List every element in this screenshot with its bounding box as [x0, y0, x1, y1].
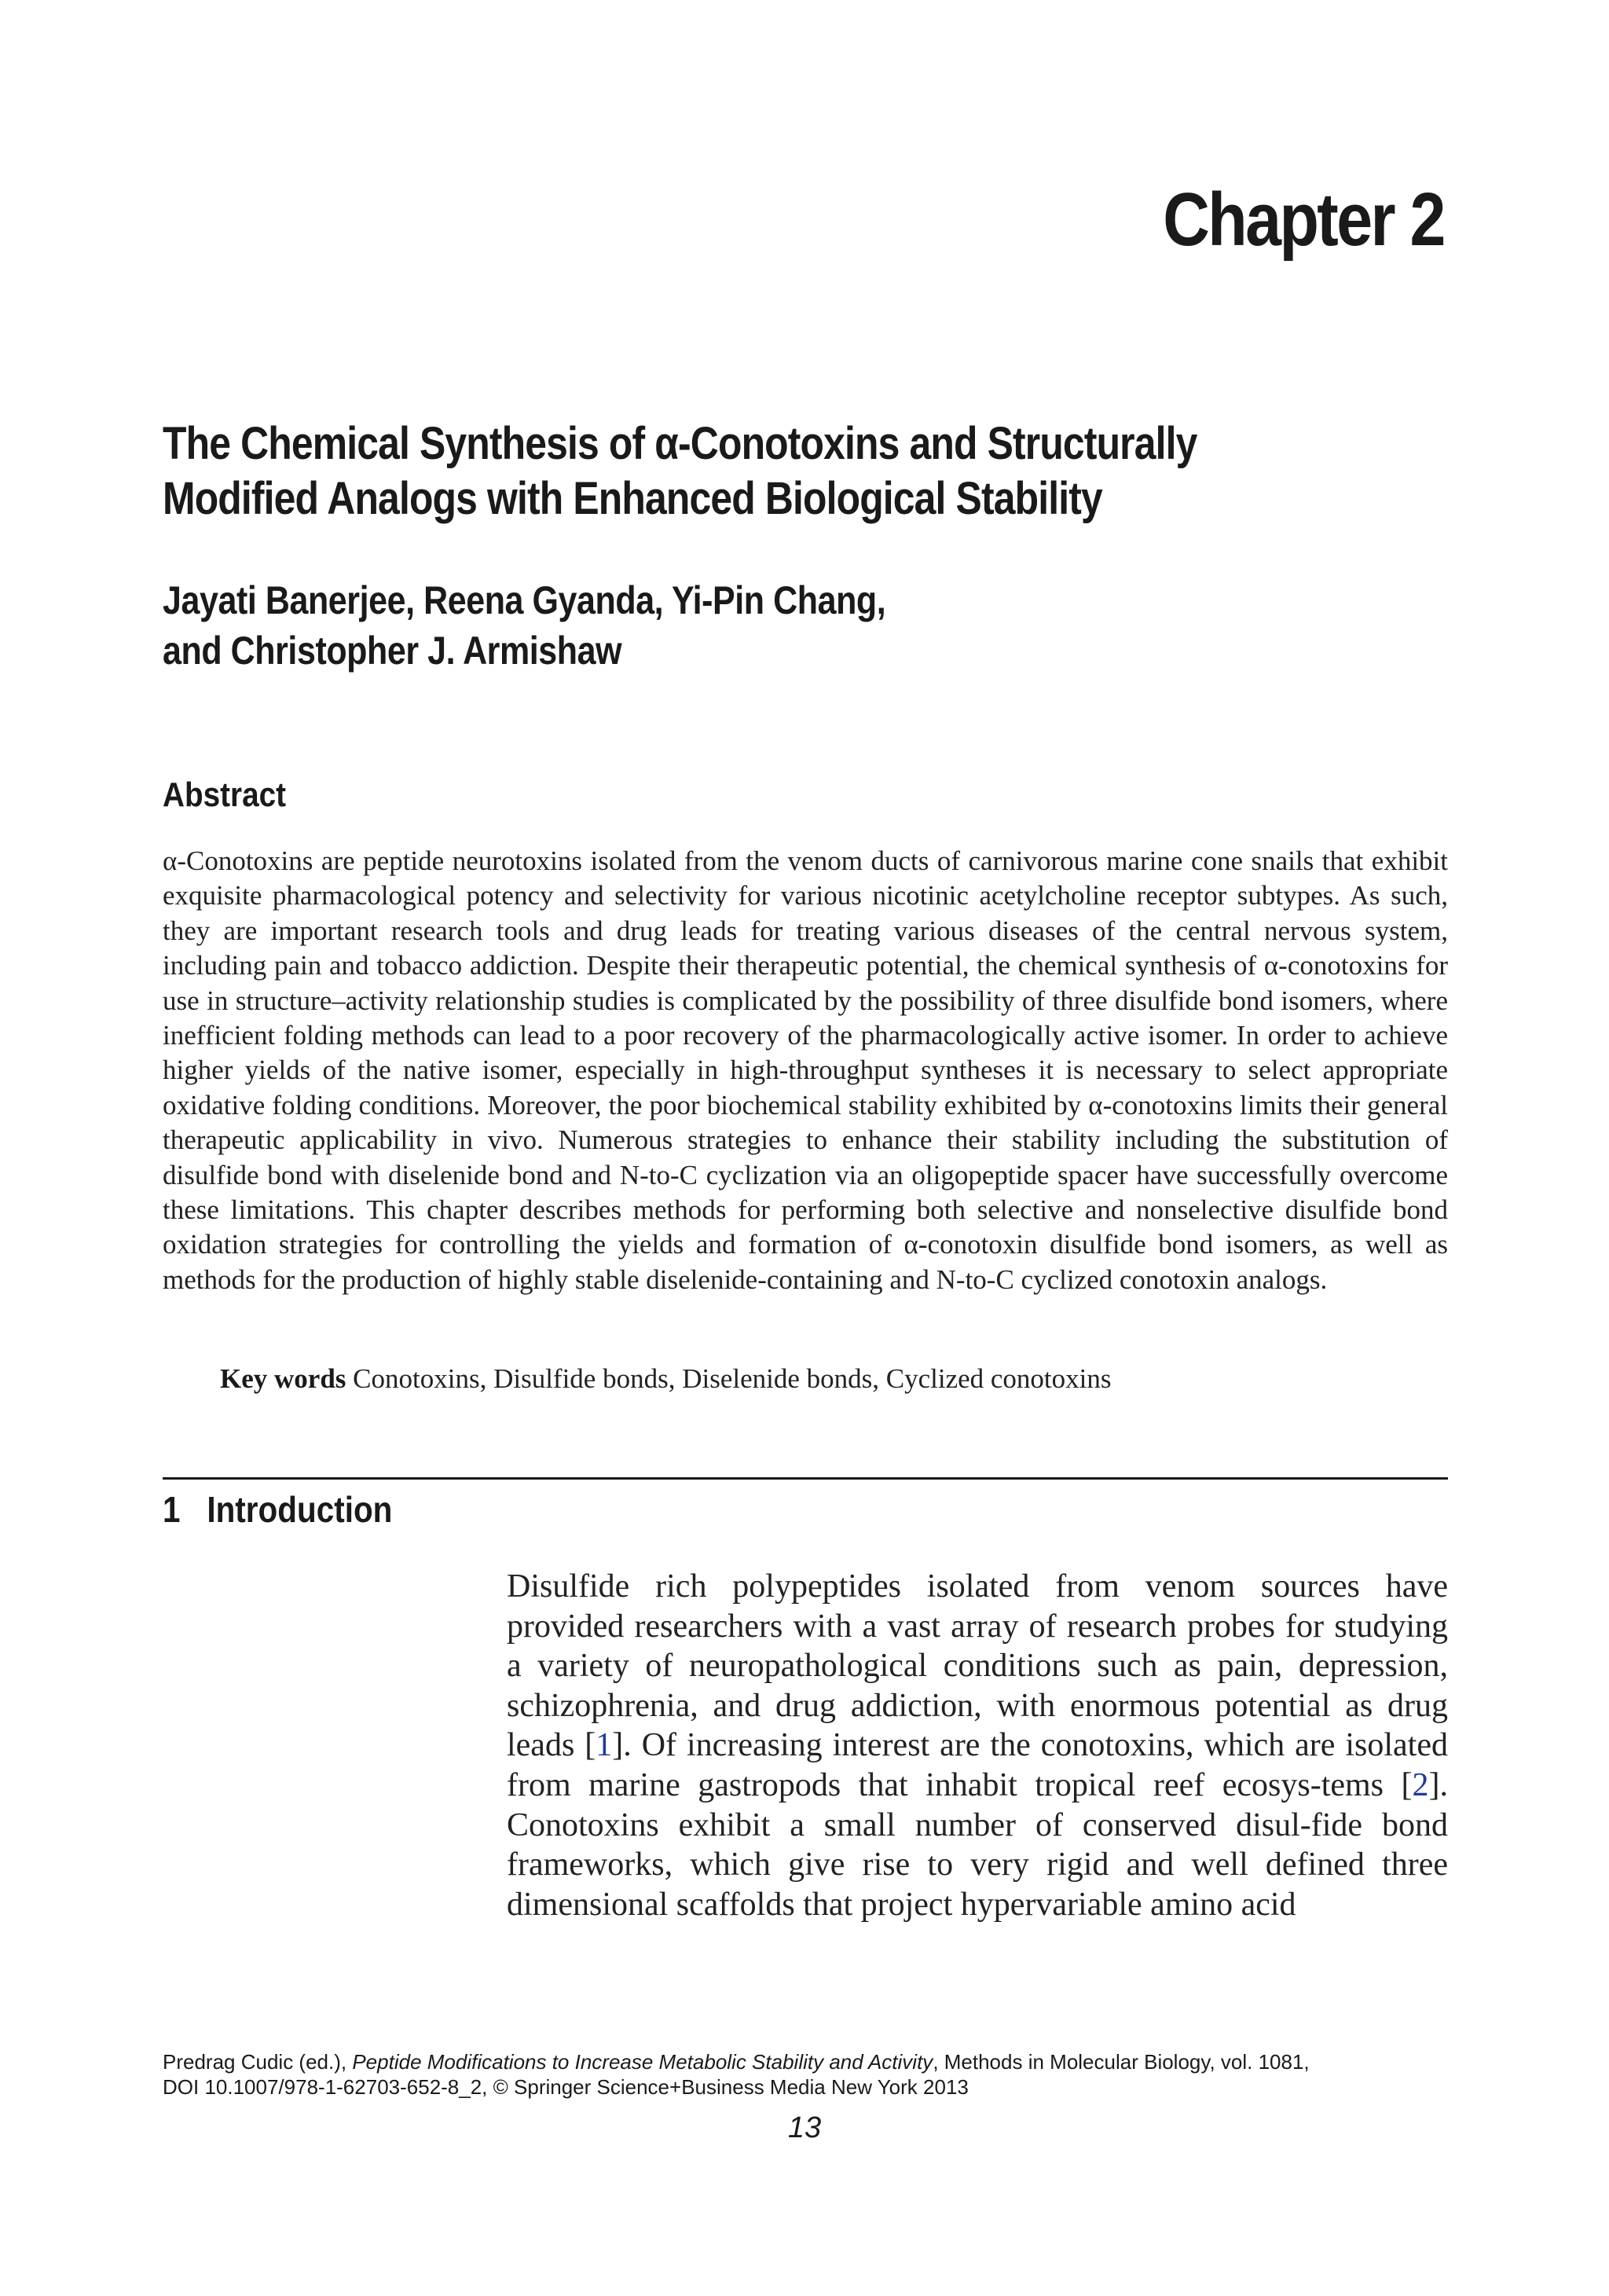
author-list — [163, 575, 1109, 676]
keywords-text: Conotoxins, Disulfide bonds, Diselenide bonds, Cyclized conotoxins — [353, 1363, 1112, 1394]
section-divider — [163, 1477, 1448, 1480]
chapter-title-line-1: The Chemical Synthesis of α-Conotoxins and Structurally — [163, 418, 1197, 469]
section-title: Introduction — [207, 1489, 393, 1530]
chapter-label: Chapter 2 — [1163, 178, 1444, 262]
footer-citation-line-1 — [163, 2049, 1467, 2074]
reference-link-2[interactable]: 2 — [1412, 1766, 1429, 1803]
intro-text-part-1: Disulfide rich polypeptides isolated from venom sources have provided researchers with a vast array of research probes for studying a variety of neuropathological conditions such as pain, depression, schizophrenia, and drug addiction, with enormous potential as drug leads [ — [507, 1568, 1448, 1764]
footer-editor: Predrag Cudic (ed.), — [163, 2050, 347, 2074]
abstract-heading: Abstract — [163, 776, 287, 814]
author-line-1: Jayati Banerjee, Reena Gyanda, Yi-Pin Chang, — [163, 578, 886, 622]
footer-citation — [163, 2049, 1467, 2100]
keywords-label: Key words — [220, 1363, 346, 1394]
footer-book-title: Peptide Modifications to Increase Metabolic Stability and Activity — [352, 2050, 933, 2074]
introduction-paragraph — [507, 1567, 1448, 1924]
footer-doi: DOI 10.1007/978-1-62703-652-8_2, © Springer Science+Business Media New York 2013 — [163, 2075, 969, 2099]
intro-text-part-3: ]. Conotoxins exhibit a small number of conserved disul-fide bond frameworks, which give rise to very rigid and well defined three dimensional scaffolds that project hypervariable amino acid — [507, 1766, 1448, 1923]
footer-series: , Methods in Molecular Biology, vol. 1081, — [933, 2050, 1310, 2074]
intro-text-part-2: ]. Of increasing interest are the conotoxins, which are isolated from marine gastropods that inhabit tropical reef ecosys-tems [ — [507, 1727, 1448, 1803]
keywords — [220, 1362, 1112, 1396]
chapter-title-line-2: Modified Analogs with Enhanced Biological Stability — [163, 473, 1102, 524]
chapter-title — [163, 416, 1379, 526]
page-number: 13 — [787, 2111, 822, 2144]
section-heading-introduction — [163, 1487, 392, 1532]
author-line-2: and Christopher J. Armishaw — [163, 629, 622, 673]
reference-link-1[interactable]: 1 — [596, 1727, 613, 1764]
section-number: 1 — [163, 1489, 181, 1530]
abstract-text: α-Conotoxins are peptide neurotoxins isolated from the venom ducts of carnivorous marine cone snails that exhibit exquisite pharmacological potency and selectivity for various nicotinic acetylcholine receptor subtypes. As such, they are important research tools and drug leads for treating various diseases of the central nervous system, including pain and tobacco addiction. Despite their therapeutic potential, the chemical synthesis of α-conotoxins for use in structure–activity relationship studies is complicated by the possibility of three disulfide bond isomers, where inefficient folding methods can lead to a poor recovery of the pharmacologically active isomer. In order to achieve higher yields of the native isomer, especially in high-throughput syntheses it is necessary to select appropriate oxidative folding conditions. Moreover, the poor biochemical stability exhibited by α-conotoxins limits their general therapeutic applicability in vivo. Numerous strategies to enhance their stability including the substitution of disulfide bond with diselenide bond and N-to-C cyclization via an oligopeptide spacer have successfully overcome these limitations. This chapter describes methods for performing both selective and nonselective disulfide bond oxidation strategies for controlling the yields and formation of α-conotoxin disulfide bond isomers, as well as methods for the production of highly stable diselenide-containing and N-to-C cyclized conotoxin analogs. — [163, 845, 1448, 1295]
